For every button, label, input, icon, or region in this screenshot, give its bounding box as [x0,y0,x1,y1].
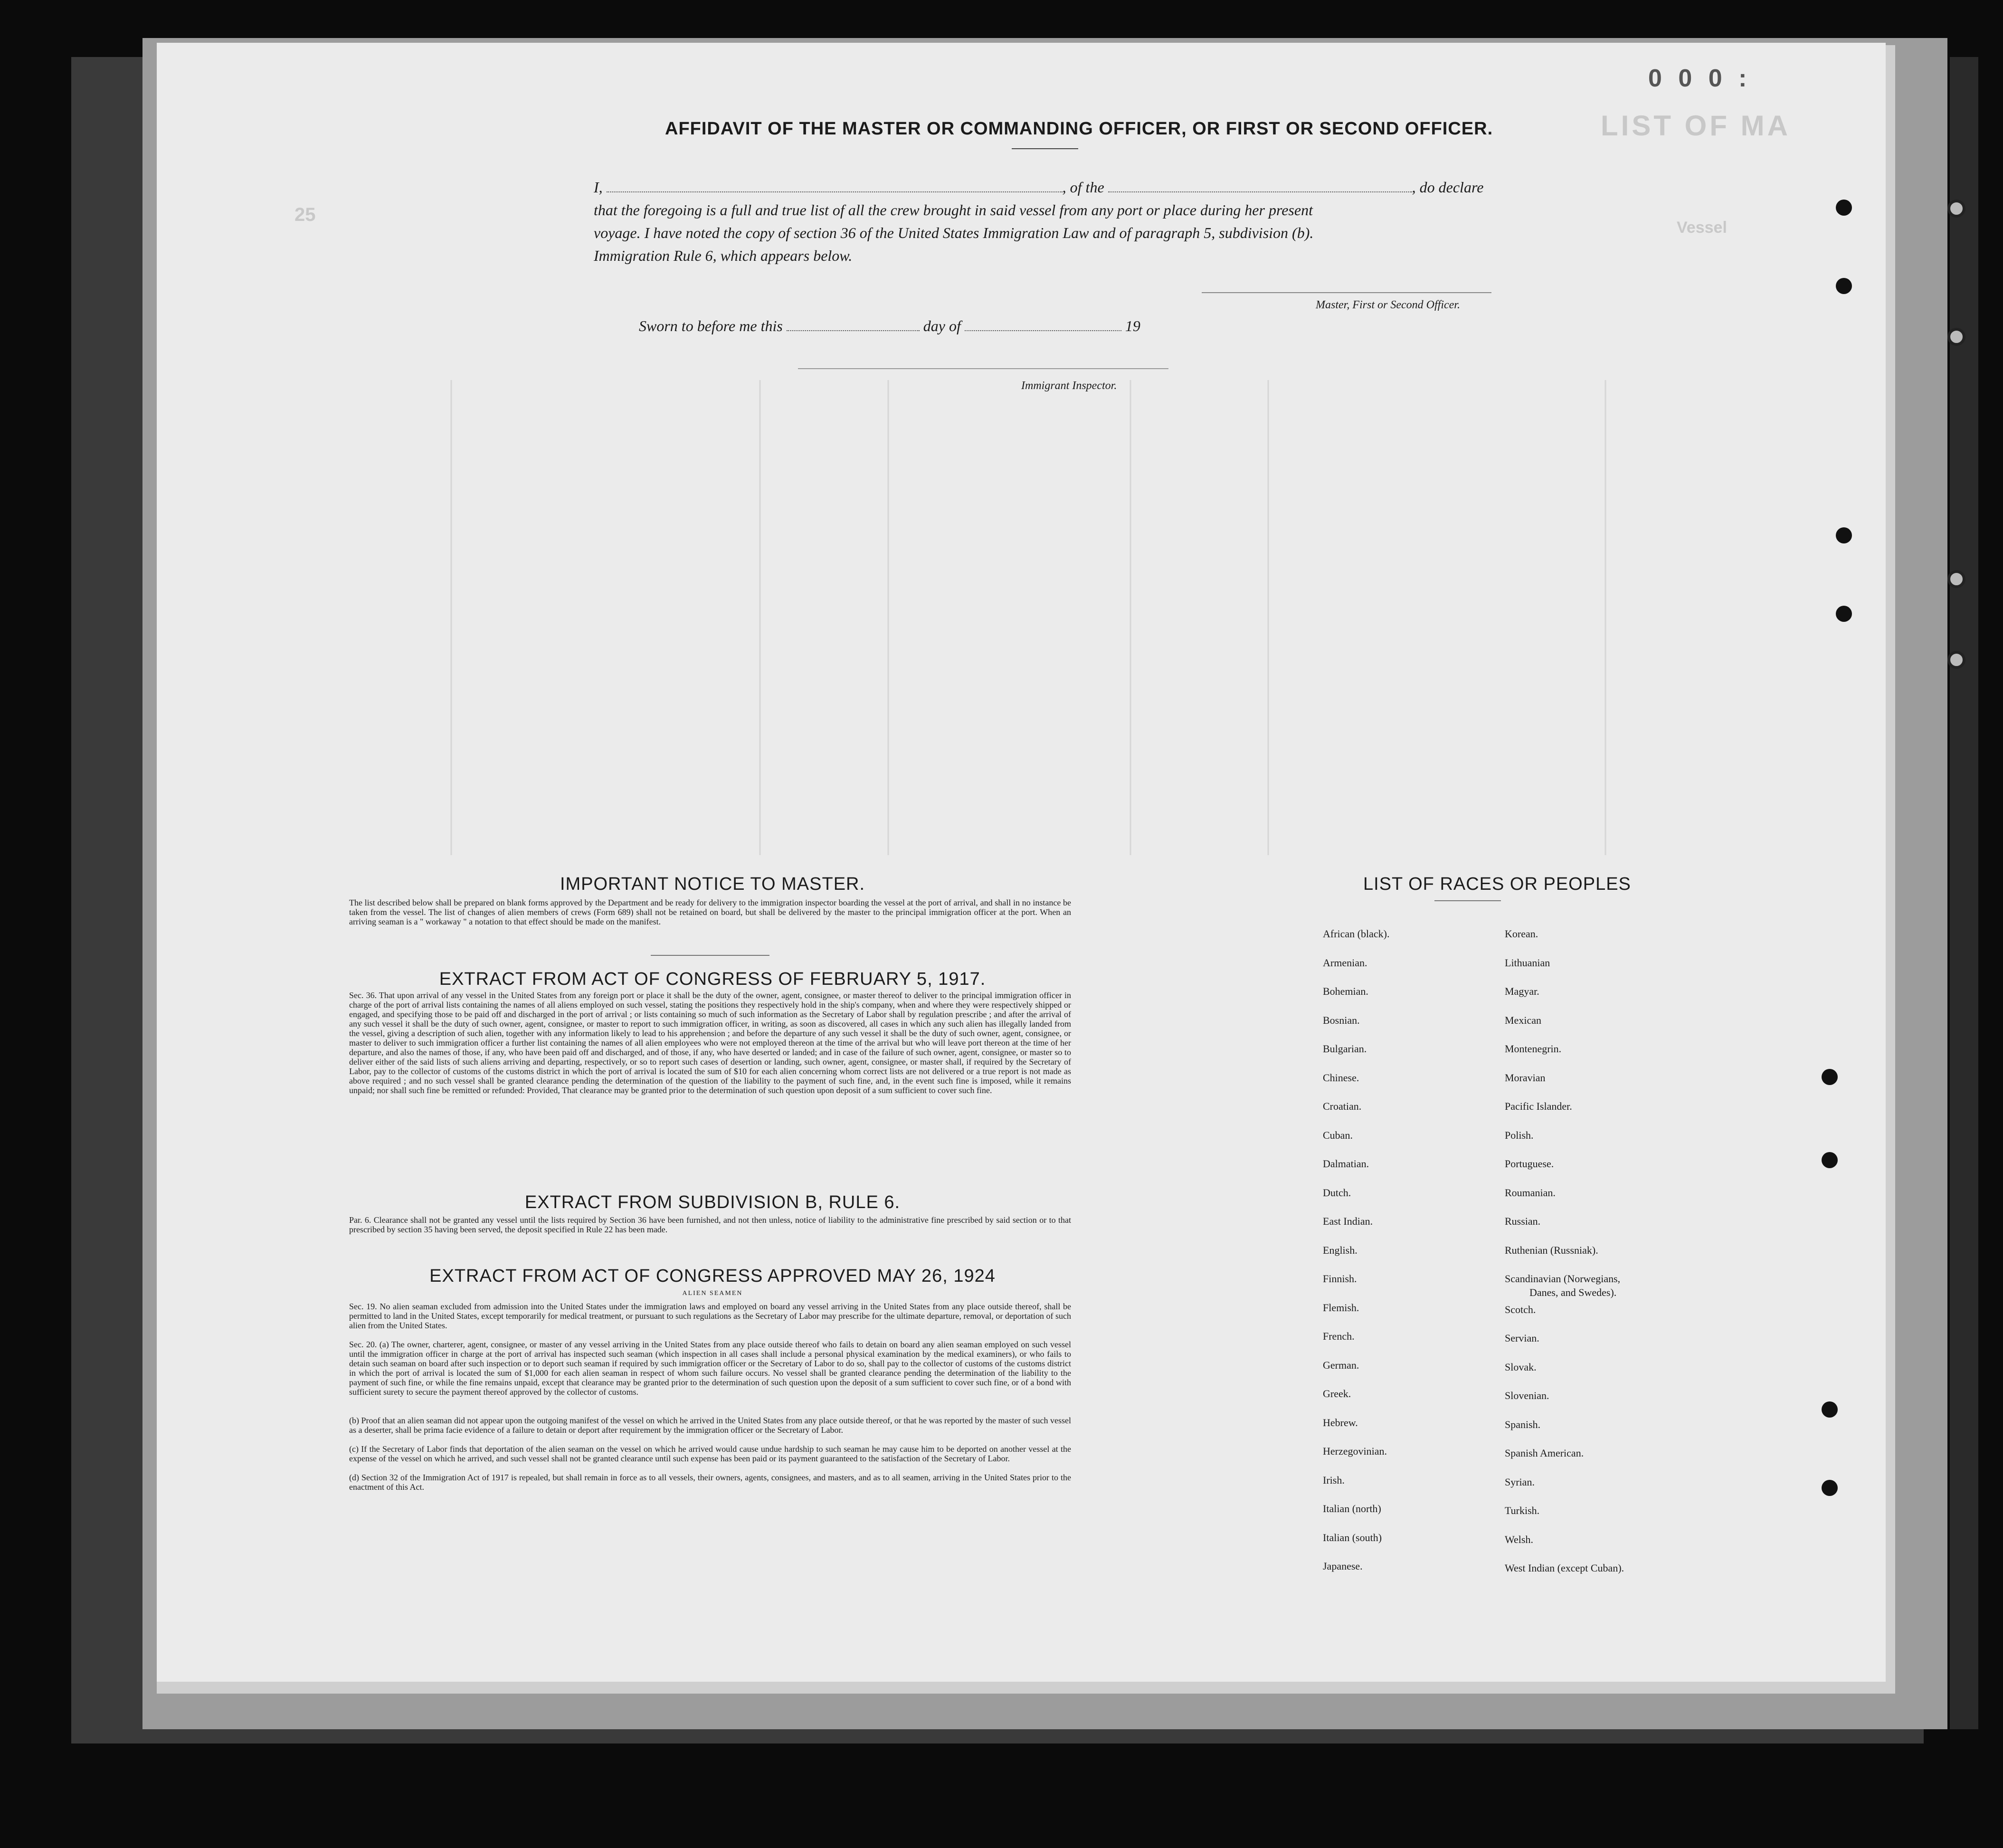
inspector-label: Immigrant Inspector. [1021,380,1117,392]
sworn-line [639,314,1140,337]
rule6-title: EXTRACT FROM SUBDIVISION B, RULE 6. [524,1192,901,1212]
race-item: African (black). [1323,928,1390,940]
race-item: Greek. [1323,1388,1351,1400]
race-item: Slovenian. [1505,1390,1549,1401]
ghost-vessel: Vessel [1677,219,1727,237]
race-item: Chinese. [1323,1071,1359,1084]
affidavit-title: AFFIDAVIT OF THE MASTER OR COMMANDING OFFICER, OR FIRST OR SECOND OFFICER. [665,119,1493,139]
sworn-prefix: Sworn to before me this [639,317,783,334]
month-blank [965,330,1121,331]
race-item: Japanese. [1323,1560,1363,1572]
punch-hole [1836,278,1852,294]
race-item: Bohemian. [1323,985,1368,997]
race-item: Russian. [1505,1215,1541,1227]
race-item: Slovak. [1505,1361,1537,1373]
binding-ring [1947,651,1965,669]
race-item: Herzegovinian. [1323,1445,1387,1457]
extract1924-sec20a: Sec. 20. (a) The owner, charterer, agent, consignee, or master of any vessel arriving in the United States from any place outside thereof who fails to detain on board any alien seaman employed on such vessel until the immigration officer in charge at the port of arrival has inspected such seaman (which inspection in all cases shall include a personal physical examination by the medical examiners), or who fails to detain such seaman on board after such inspection or to deport such seaman if required by such immigration officer or the Secretary of Labor to do so, shall pay to the collector of customs of the customs district in which the port of arrival is located the sum of $1,000 for each alien seaman in respect of whom such failure occurs. No vessel shall be granted clearance pending the determination of the liability to the payment of such fine, or while the fine remains unpaid, except that clearance may be granted prior to the determination of such question upon the deposit of a sum sufficient to cover such fine, or of a bond with sufficient surety to secure the payment thereof approved by the collector of customs. [349,1340,1071,1397]
punch-hole [1836,200,1852,216]
race-item: Mexican [1505,1014,1541,1026]
master-signature-line [1202,292,1491,293]
race-item: Finnish. [1323,1273,1357,1285]
ghost-title-left: LIST OF MA [1601,110,1791,142]
race-item: Syrian. [1505,1476,1535,1488]
race-item: West Indian (except Cuban). [1505,1562,1624,1574]
race-item: Spanish American. [1505,1447,1584,1459]
name-blank [607,191,1063,192]
race-item: Lithuanian [1505,956,1550,969]
race-item: Moravian [1505,1071,1546,1084]
affidavit-line3: Immigration Rule 6, which appears below. [594,247,853,264]
race-item: Scotch. [1505,1303,1536,1315]
race-item: East Indian. [1323,1215,1373,1227]
race-item: Servian. [1505,1332,1539,1344]
decl-of-the: , of the [1062,179,1104,196]
extract1917-text: Sec. 36. That upon arrival of any vessel in the United States from any foreign port or place it shall be the duty of the owner, agent, consignee, or master thereof to deliver to the principal immigration officer in charge of the port of arrival lists containing the names of all aliens employed on such vessel, stating the positions they respectively hold in the ship's company, when and where they were respectively shipped or engaged, and specifying those to be paid off and discharged in the port of arrival ; or lists containing so much of such information as the Secretary of Labor shall by regulation prescribe ; and after the arrival of any such vessel it shall be the duty of such owner, agent, consignee, or master to report to such immigration officer, in writing, as soon as discovered, all cases in which any such alien has illegally landed from the vessel, giving a description of such alien, together with any information likely to lead to his apprehension ; and before the departure of any such vessel it shall be the duty of such owner, agent, consignee, or master to deliver to such immigration officer a further list containing the names of all alien employees who were not employed thereon at the time of the arrival but who will leave port thereon at the time of her departure, and also the names of those, if any, who have been paid off and discharged, and of those, if any, who have deserted or landed; and in case of the failure of such owner, agent, consignee, or master so to deliver either of the said lists of such aliens arriving and departing, respectively, or so to report such cases of desertion or landing, such owner, agent, consignee, or master shall, if required by the Secretary of Labor, pay to the collector of customs of the customs district in which the port of arrival is located the sum of $10 for each alien concerning whom correct lists are not delivered or a true report is not made as above required ; and no such vessel shall be granted clearance pending the determination of the question of the liability to the payment of such fine, and, in the event such fine is imposed, while it remains unpaid; nor shall such fine be remitted or refunded: Provided, That clearance may be granted prior to the determination of such question upon deposit of a sum sufficient to cover such fine. [349,991,1071,1095]
binding-ring [1947,328,1965,346]
punch-hole [1822,1069,1838,1085]
ghost-table-lines [427,380,1805,855]
extract1924-subtitle: ALIEN SEAMEN [682,1290,743,1297]
race-item: Bosnian. [1323,1014,1360,1026]
affidavit-line2: voyage. I have noted the copy of section 36 of the United States Immigration Law and of paragraph 5, subdivision (b). [594,224,1314,241]
races-title: LIST OF RACES OR PEOPLES [1363,874,1631,894]
race-item: Magyar. [1505,985,1539,997]
extract1924-sec19: Sec. 19. No alien seaman excluded from admission into the United States under the immigration laws and employed on board any vessel arriving in the United States from any place outside thereof, shall be permitted to land in the United States, except temporarily for medical treatment, or pursuant to such regulations as the Secretary of Labor may prescribe for the ultimate departure, removal, or deportation of such alien from the United States. [349,1302,1071,1330]
extract1924-title: EXTRACT FROM ACT OF CONGRESS APPROVED MAY 26, 1924 [429,1266,996,1286]
notice-text: The list described below shall be prepared on blank forms approved by the Department and be ready for delivery to the immigration inspector boarding the vessel at the port of arrival, and shall in no instance be taken from the vessel. The list of changes of alien members of crews (Form 689) shall not be retained on board, but shall be delivered by the master to the principal immigration officer at the port. When an arriving seaman is a " workaway " a notation to that effect should be made on the manifest. [349,898,1071,926]
race-item: Italian (south) [1323,1531,1382,1543]
decl-end: , do declare [1412,179,1484,196]
ghost-number: 25 [294,204,316,225]
decl-i: I, [594,179,603,196]
race-item: Italian (north) [1323,1503,1381,1515]
race-item: Roumanian. [1505,1186,1556,1199]
day-blank [787,330,920,331]
race-item: Bulgarian. [1323,1043,1367,1055]
sworn-day: day of [923,317,961,334]
binding-ring [1947,200,1965,218]
race-item: Montenegrin. [1505,1043,1562,1055]
race-item: Spanish. [1505,1418,1541,1430]
race-item: Turkish. [1505,1505,1540,1516]
race-item: Korean. [1505,928,1538,940]
rule6-text: Par. 6. Clearance shall not be granted any vessel until the lists required by Section 36 have been furnished, and not then unless, notice of liability to the administrative fine prescribed by said section or to that prescribed by section 35 having been served, the deposit specified in Rule 22 has been made. [349,1215,1071,1234]
punch-hole [1836,527,1852,543]
race-item: Dutch. [1323,1186,1351,1199]
sworn-year: 19 [1125,317,1140,334]
punch-hole [1836,606,1852,622]
race-item: French. [1323,1330,1355,1342]
divider [1434,900,1501,901]
vessel-blank [1108,191,1412,192]
extract1924-sec20b: (b) Proof that an alien seaman did not appear upon the outgoing manifest of the vessel on which he arrived in the United States from any place outside thereof, or that he was reported by the master of such vessel as a deserter, shall be prima facie evidence of a failure to detain or deport after requirement by the immigration officer or the Secretary of Labor. [349,1416,1071,1435]
race-item: Flemish. [1323,1301,1359,1314]
race-item: Hebrew. [1323,1416,1358,1429]
punch-hole [1822,1480,1838,1496]
race-item: Scandinavian (Norwegians, [1505,1273,1621,1285]
punch-hole [1822,1152,1838,1168]
race-item: Irish. [1323,1474,1345,1486]
extract1924-sec20d: (d) Section 32 of the Immigration Act of 1917 is repealed, but shall remain in force as to all vessels, their owners, agents, consignees, and masters, and as to all seamen, arriving in the United States prior to the enactment of this Act. [349,1473,1071,1492]
race-item: Armenian. [1323,956,1367,969]
race-item: Danes, and Swedes). [1529,1286,1617,1298]
extract1917-title: EXTRACT FROM ACT OF CONGRESS OF FEBRUARY 5, 1917. [439,969,986,989]
master-signature-label: Master, First or Second Officer. [1316,299,1460,311]
inspector-signature-line [798,368,1168,369]
race-item: Portuguese. [1505,1158,1554,1170]
ghost-stamp: 0 0 0 : [1648,65,1752,92]
race-item: Polish. [1505,1129,1534,1141]
affidavit-declaration [594,176,1483,199]
race-item: Dalmatian. [1323,1158,1369,1170]
form-page [157,43,1886,1682]
race-item: German. [1323,1359,1359,1371]
binding-ring [1947,570,1965,588]
extract1924-sec20c: (c) If the Secretary of Labor finds that deportation of the alien seaman on the vessel on which he arrived would cause undue hardship to such seaman he may cause him to be deported on another vessel at the expense of the vessel on which he arrived, and such vessel shall not be granted clearance until such expense has been paid or its payment guaranteed to the satisfaction of the Secretary of Labor. [349,1444,1071,1463]
race-item: Croatian. [1323,1100,1362,1112]
affidavit-line1: that the foregoing is a full and true list of all the crew brought in said vessel from any port or place during her present [594,201,1313,219]
race-item: English. [1323,1244,1357,1256]
divider [651,955,769,956]
notice-title: IMPORTANT NOTICE TO MASTER. [560,874,865,894]
race-item: Pacific Islander. [1505,1100,1572,1112]
race-item: Cuban. [1323,1129,1353,1141]
divider [1012,148,1078,149]
punch-hole [1822,1401,1838,1418]
race-item: Welsh. [1505,1533,1533,1545]
race-item: Ruthenian (Russniak). [1505,1244,1598,1256]
binding-strip [1950,57,1978,1729]
